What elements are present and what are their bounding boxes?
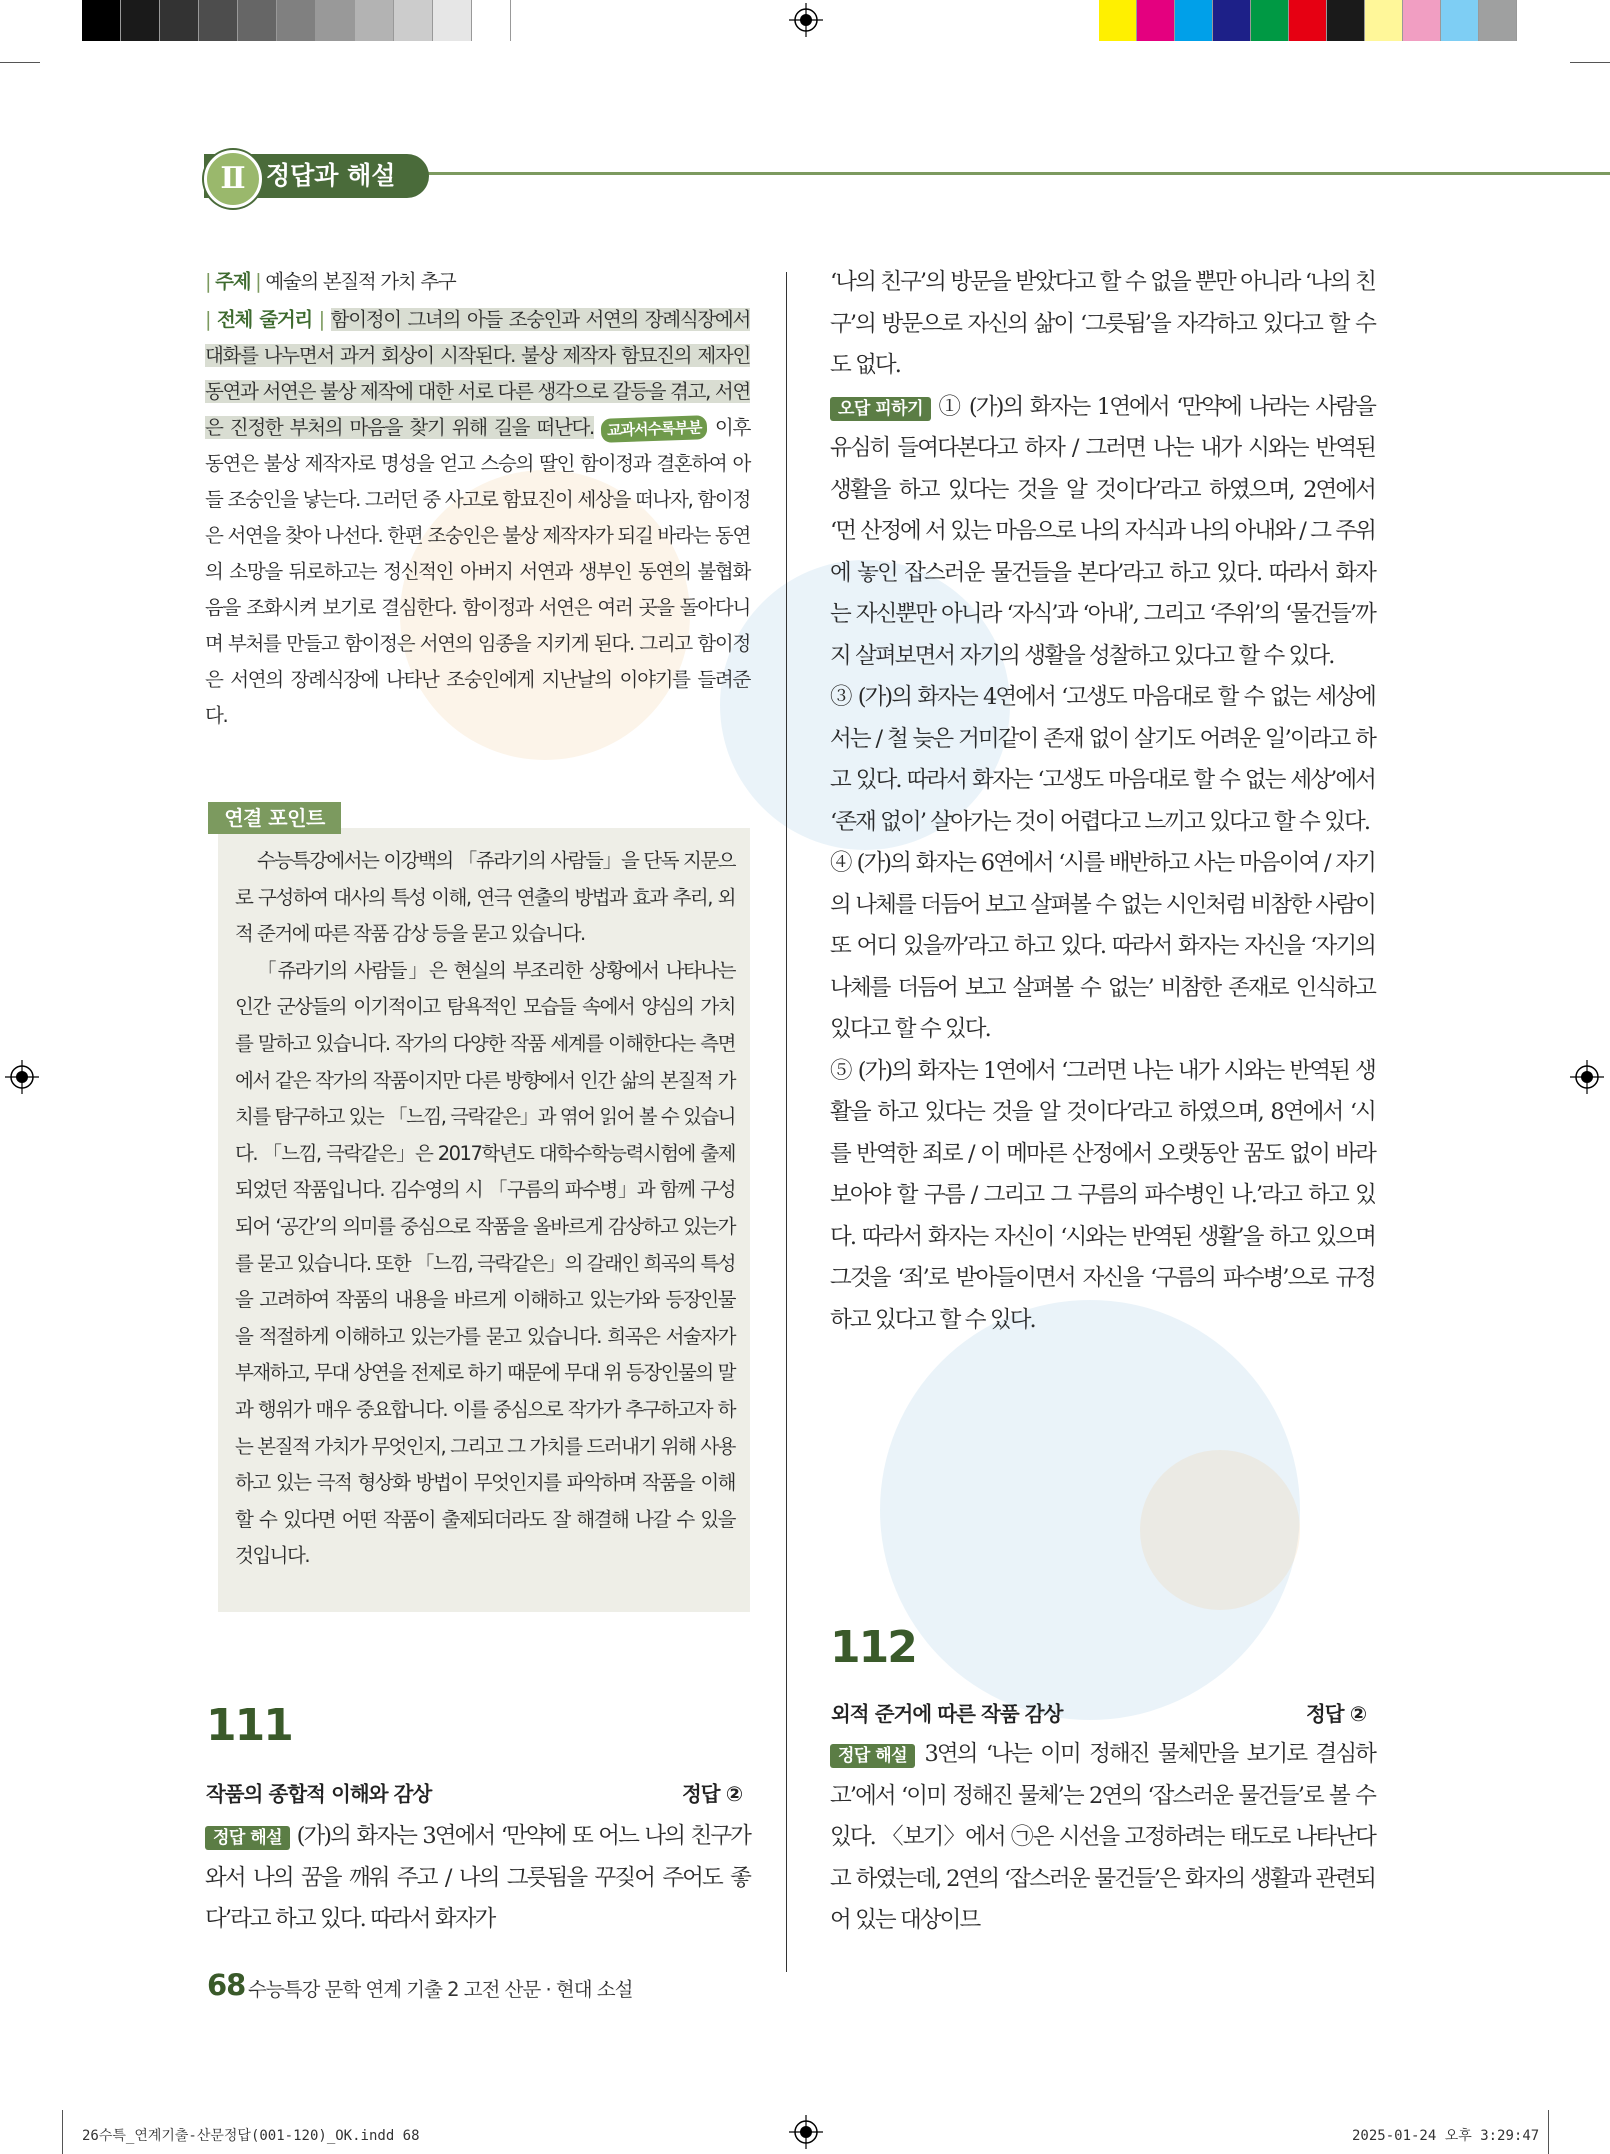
color-swatch (1137, 0, 1175, 41)
theme-line: | 주제 | 예술의 본질적 가치 추구 (205, 270, 456, 293)
connection-paragraph-1: 수능특강에서는 이강백의 「쥬라기의 사람들」을 단독 지문으로 구성하여 대사의 특성 이해, 연극 연출의 방법과 효과 추리, 외적 준거에 따른 작품 감상 등을 묻고 있습니다. (235, 849, 735, 946)
color-swatch (1327, 0, 1365, 41)
connection-point-text (235, 843, 735, 1575)
summary-label: 전체 줄거리 (216, 308, 312, 331)
color-swatch (316, 0, 355, 41)
color-swatch (1251, 0, 1289, 41)
chapter-badge: Ⅱ (204, 150, 262, 208)
color-swatch (472, 0, 511, 41)
color-swatch (394, 0, 433, 41)
process-color-bar (1099, 0, 1517, 41)
color-swatch (355, 0, 394, 41)
question-111-answer: 정답 ② (682, 1782, 743, 1806)
summary-highlight: 함이정이 그녀의 아들 조숭인과 서연의 장례식장에서 대화를 나누면서 과거 회상이 시작된다. 불상 제작자 함묘진의 제자인 동연과 서연은 불상 제작에 대한 서로 다른 생각으로 갈등을 겪고, 서연은 진정한 부처의 마음을 찾기 위해 길을 떠난다. (205, 308, 750, 439)
color-swatch (1175, 0, 1213, 41)
date-slug: 2025-01-24 오후 3:29:47 (1352, 2128, 1540, 2144)
wrong-answer-paragraph-4: ④ (가)의 화자는 6연에서 ‘시를 배반하고 사는 마음이여 / 자기의 나체를 더듬어 보고 살펴볼 수 없는 시인처럼 비참한 사람이 또 어디 있을까’라고 하고 있다. 따라서 화자는 자신을 ‘자기의 나체를 더듬어 보고 살펴볼 수 없는’ 비참한 존재로 인식하고 있다고 할 수 있다. (830, 850, 1375, 1042)
color-swatch (1441, 0, 1479, 41)
textbook-stamp: 교과서수록부분 (601, 415, 708, 443)
summary-paragraph: | 전체 줄거리 | 함이정이 그녀의 아들 조숭인과 서연의 장례식장에서 대화를 나누면서 과거 회상이 시작된다. 불상 제작자 함묘진의 제자인 동연과 서연은 불상 제작에 대한 서로 다른 생각으로 갈등을 겪고, 서연은 진정한 부처의 마음을 찾기 위해 길을 떠난다. 교과서수록부분 이후 동연은 불상 제작자로 명성을 얻고 스승의 딸인 함이정과 결혼하여 아들 조숭인을 낳는다. 그러던 중 사고로 함묘진이 세상을 떠나자, 함이정은 서연을 찾아 나선다. 한편 조숭인은 불상 제작자가 되길 바라는 동연의 소망을 뒤로하고는 정신적인 아버지 서연과 생부인 동연의 불협화음을 조화시켜 보기로 결심한다. 함이정과 서연은 여러 곳을 돌아다니며 부처를 만들고 함이정은 서연의 임종을 지키게 된다. 그리고 함이정은 서연의 장례식장에 나타난 조숭인에게 지난날의 이야기를 들려준다. (205, 308, 750, 727)
column-divider (786, 272, 787, 1972)
answer-explanation-tag: 정답 해설 (830, 1744, 915, 1768)
section-title: 정답과 해설 (266, 161, 396, 190)
question-111-text: (가)의 화자는 3연에서 ‘만약에 또 어느 나의 친구가 와서 나의 꿈을 깨워 주고 / 나의 그릇됨을 꾸짖어 주어도 좋다’라고 하고 있다. 따라서 화자가 (205, 1823, 750, 1932)
file-slug: 26수특_연계기출-산문정답(001-120)_OK.indd 68 (82, 2128, 420, 2144)
question-number-112: 112 (830, 1622, 916, 1673)
color-swatch (199, 0, 238, 41)
trim-mark (1570, 62, 1610, 63)
question-number-111: 111 (206, 1700, 292, 1751)
color-swatch (1289, 0, 1327, 41)
theme-text: 예술의 본질적 가치 추구 (265, 270, 456, 293)
header-rule (420, 172, 1610, 175)
wrong-answer-1-text: ① (가)의 화자는 1연에서 ‘만약에 나라는 사람을 유심히 들여다본다고 하자 / 그러면 나는 내가 시와는 반역된 생활을 하고 있다는 것을 알 것이다’라고 하였으며, 2연에서 ‘먼 산정에 서 있는 마음으로 나의 자식과 나의 아내와 / 그 주위에 놓인 잡스러운 물건들을 본다’라고 하고 있다. 따라서 화자는 자신뿐만 아니라 ‘자식’과 ‘아내’, 그리고 ‘주위’의 ‘물건들’까지 살펴보면서 자기의 생활을 성찰하고 있다고 할 수 있다. (830, 393, 1375, 669)
question-112-text: 3연의 ‘나는 이미 정해진 물체만을 보기로 결심하고’에서 ‘이미 정해진 물체’는 2연의 ‘잡스러운 물건들’로 볼 수 있다. 〈보기〉에서 ㉠은 시선을 고정하려는 태도로 나타난다고 하였는데, 2연의 ‘잡스러운 물건들’은 화자의 생활과 관련되어 있는 대상이므 (830, 1741, 1375, 1933)
question-112-title: 외적 준거에 따른 작품 감상 (831, 1702, 1063, 1726)
theme-label: 주제 (215, 270, 251, 293)
wrong-answer-paragraph-5: ⑤ (가)의 화자는 1연에서 ‘그러면 나는 내가 시와는 반역된 생활을 하고 있다는 것을 알 것이다’라고 하였으며, 8연에서 ‘시를 반역한 죄로 / 이 메마른 산정에서 오랫동안 꿈도 없이 바라보아야 할 구름 / 그리고 그 구름의 파수병인 나.’라고 하고 있다. 따라서 화자는 자신이 ‘시와는 반역된 생활’을 하고 있으며 그것을 ‘죄’로 받아들이면서 자신을 ‘구름의 파수병’으로 규정하고 있다고 할 수 있다. (830, 1057, 1375, 1333)
color-swatch (277, 0, 316, 41)
color-swatch (1403, 0, 1441, 41)
color-swatch (238, 0, 277, 41)
color-swatch (1479, 0, 1517, 41)
wrong-answer-paragraph-3: ③ (가)의 화자는 4연에서 ‘고생도 마음대로 할 수 없는 세상에서는 / 철 늦은 거미같이 존재 없이 살기도 어려운 일’이라고 하고 있다. 따라서 화자는 ‘고생도 마음대로 할 수 없는 세상’에서 ‘존재 없이’ 살아가는 것이 어렵다고 느끼고 있다고 할 수 있다. (830, 684, 1375, 835)
registration-mark-right-icon (1570, 1060, 1604, 1094)
page-number: 68 (207, 1968, 246, 2002)
connection-paragraph-2: 「쥬라기의 사람들」은 현실의 부조리한 상황에서 나타나는 인간 군상들의 이기적이고 탐욕적인 모습들 속에서 양심의 가치를 말하고 있습니다. 작가의 다양한 작품 세계를 이해한다는 측면에서 같은 작가의 작품이지만 다른 방향에서 인간 삶의 본질적 가치를 탐구하고 있는 「느낌, 극락같은」과 엮어 읽어 볼 수 있습니다. 「느낌, 극락같은」은 2017학년도 대학수학능력시험에 출제되었던 작품입니다. 김수영의 시 「구름의 파수병」과 함께 구성되어 ‘공간’의 의미를 중심으로 작품을 올바르게 감상하고 있는가를 묻고 있습니다. 또한 「느낌, 극락같은」의 갈래인 희곡의 특성을 고려하여 작품의 내용을 바르게 이해하고 있는가와 등장인물을 적절하게 이해하고 있는가를 묻고 있습니다. 희곡은 서술자가 부재하고, 무대 상연을 전제로 하기 때문에 무대 위 등장인물의 말과 행위가 매우 중요합니다. 이를 중심으로 작가가 추구하고자 하는 본질적 가치가 무엇인지, 그리고 그 가치를 드러내기 위해 사용하고 있는 극적 형상화 방법이 무엇인지를 파악하며 작품을 이해할 수 있다면 어떤 작품이 출제되더라도 잘 해결해 나갈 수 있을 것입니다. (235, 958, 735, 1568)
avoid-wrong-answer-tag: 오답 피하기 (830, 397, 931, 421)
color-swatch (160, 0, 199, 41)
color-swatch (1213, 0, 1251, 41)
registration-mark-left-icon (5, 1060, 39, 1094)
right-column-text (830, 262, 1375, 1341)
watermark-circle (1140, 1450, 1300, 1610)
trim-mark (62, 2110, 63, 2154)
continuation-paragraph: ‘나의 친구’의 방문을 받았다고 할 수 없을 뿐만 아니라 ‘나의 친구’의 방문으로 자신의 삶이 ‘그릇됨’을 자각하고 있다고 할 수도 없다. (830, 269, 1375, 378)
question-111-explanation (205, 1816, 750, 1941)
book-title: 수능특강 문학 연계 기출 2 고전 산문 · 현대 소설 (248, 1978, 633, 2001)
connection-point-tab: 연결 포인트 (208, 802, 341, 834)
trim-mark (1548, 2110, 1549, 2154)
trim-mark (0, 62, 40, 63)
answer-explanation-tag: 정답 해설 (205, 1826, 290, 1850)
registration-mark-top-icon (789, 3, 823, 37)
question-112-explanation (830, 1734, 1375, 1942)
question-111-title: 작품의 종합적 이해와 감상 (206, 1782, 432, 1806)
summary-rest: 이후 동연은 불상 제작자로 명성을 얻고 스승의 딸인 함이정과 결혼하여 아들 조숭인을 낳는다. 그러던 중 사고로 함묘진이 세상을 떠나자, 함이정은 서연을 찾아 나선다. 한편 조숭인은 불상 제작자가 되길 바라는 동연의 소망을 뒤로하고는 정신적인 아버지 서연과 생부인 동연의 불협화음을 조화시켜 보기로 결심한다. 함이정과 서연은 여러 곳을 돌아다니며 부처를 만들고 함이정은 서연의 임종을 지키게 된다. 그리고 함이정은 서연의 장례식장에 나타난 조숭인에게 지난날의 이야기를 들려준다. (205, 416, 750, 727)
gray-color-bar (82, 0, 511, 41)
question-112-answer: 정답 ② (1306, 1702, 1367, 1726)
registration-mark-bottom-icon (789, 2115, 823, 2149)
color-swatch (82, 0, 121, 41)
summary-block (205, 264, 750, 734)
color-swatch (433, 0, 472, 41)
color-swatch (1365, 0, 1403, 41)
wrong-answer-paragraph-1 (830, 387, 1375, 678)
color-swatch (1099, 0, 1137, 41)
color-swatch (121, 0, 160, 41)
